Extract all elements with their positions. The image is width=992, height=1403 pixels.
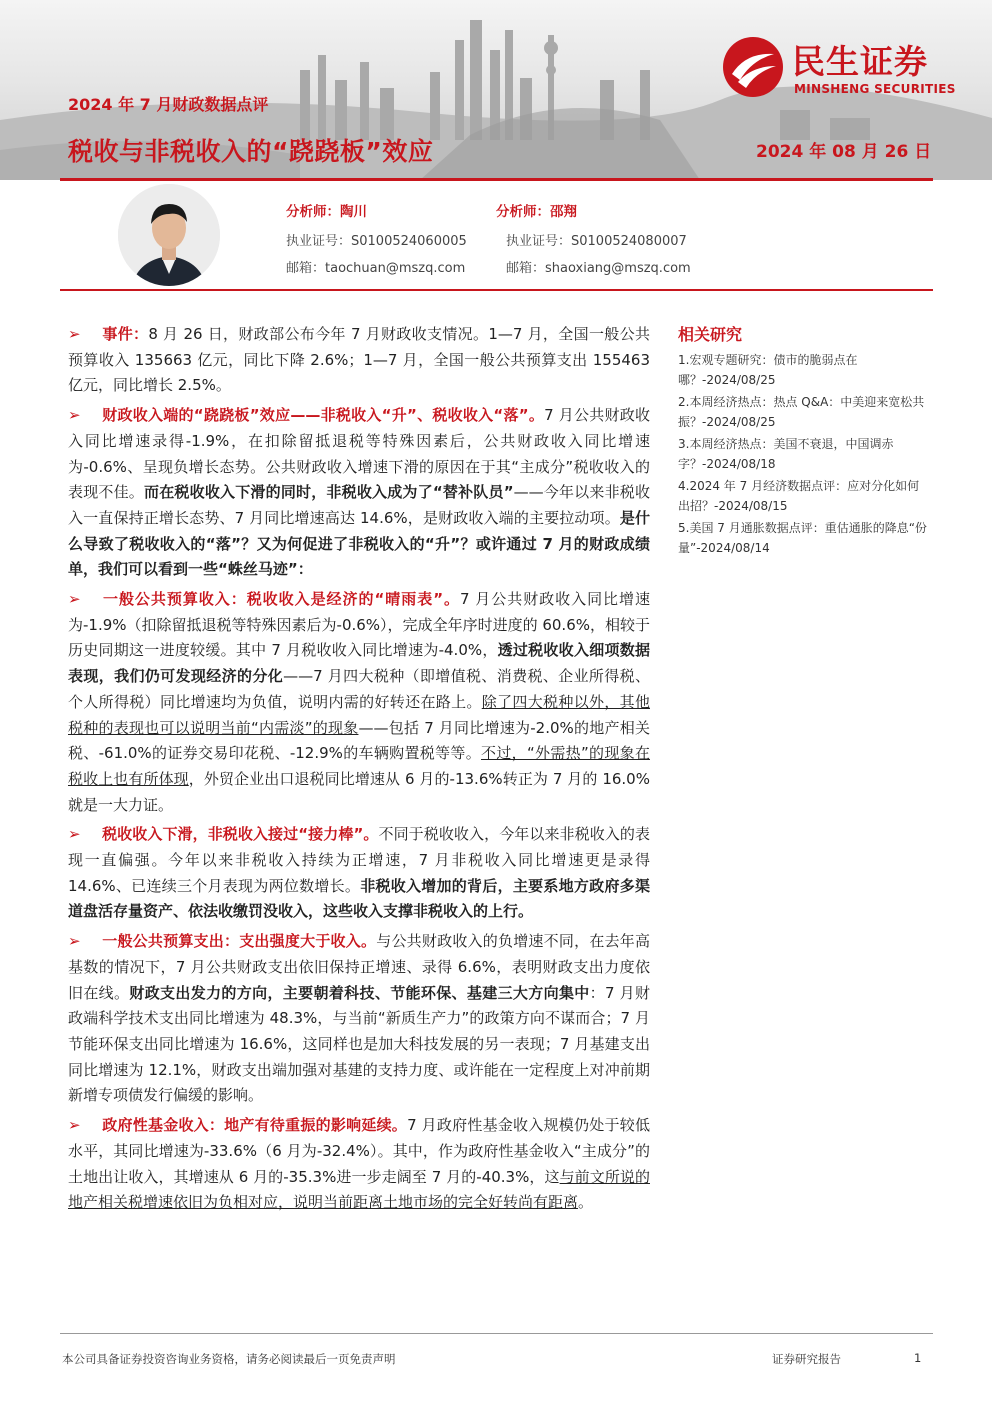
company-logo (722, 36, 962, 102)
bullet-arrow-icon: ➢ (68, 932, 81, 951)
footer-doc-type: 证券研究报告 (772, 1352, 841, 1366)
paragraph-text: ，外贸企业出口退税同比增速从 6 月的-13.6%转正为 7 月的 16.0%就是一大力证。 (68, 769, 650, 814)
related-research-item[interactable]: 3.本周经济热点：美国不衰退，中国调赤字？-2024/08/18 (678, 437, 894, 471)
body-paragraph (68, 929, 650, 1109)
minsheng-logo-icon (722, 36, 784, 98)
bullet-arrow-icon: ➢ (68, 325, 81, 343)
report-title: 税收与非税收入的“跷跷板”效应 (68, 137, 434, 166)
analyst-card-2 (496, 200, 691, 284)
analyst-label: 分析师： (286, 204, 340, 220)
paragraph-heading: 政府性基金收入：地产有待重振的影响延续。 (102, 1116, 408, 1135)
related-research-item[interactable]: 5.美国 7 月通胀数据点评：重估通胀的降息“份量”-2024/08/14 (678, 521, 927, 555)
paragraph-text: 不过，“外需热”的现象在税收上也有所体现 (68, 744, 650, 788)
paragraph-text: ：7 月财政端科学技术支出同比增速为 48.3%，与当前“新质生产力”的政策方向不谋而合；7 月节能环保支出同比增速为 16.6%，这同样也是加大科技发展的另一表现；7 月基建支出同比增速为 12.1%，财政支出端加强对基建的支持力度、或许能在一定程度上对冲前期新增专项债发行偏缓的影响。 (68, 983, 650, 1105)
paragraph-text: 与前文所说的地产相关税增速依旧为负相对应，说明当前距离土地市场的完全好转尚有距离 (68, 1167, 650, 1212)
paragraph-heading: 一般公共预算收入：税收收入是经济的“晴雨表”。 (102, 590, 460, 609)
paragraph-heading: 财政收入端的“跷跷板”效应——非税收入“升”、税收收入“落”。 (102, 406, 545, 425)
paragraph-text: 不同于税收收入，今年以来非税收入的表现一直偏强。今年以来非税收入持续为正增速，7 月非税收入同比增速更是录得 14.6%、已连续三个月表现为两位数增长。 (68, 825, 650, 895)
related-research-item[interactable]: 1.宏观专题研究：债市的脆弱点在哪？-2024/08/25 (678, 353, 858, 387)
paragraph-heading: 一般公共预算支出：支出强度大于收入。 (102, 932, 377, 951)
analyst-email: 邮箱：shaoxiang@mszq.com (506, 261, 691, 276)
paragraph-text: 与公共财政收入的负增速不同，在去年高基数的情况下，7 月公共财政支出依旧保持正增速、录得 6.6%，表明财政支出力度依旧在线。 (68, 932, 650, 1002)
related-research-item[interactable]: 2.本周经济热点：热点 Q&A：中美迎来宽松共振？-2024/08/25 (678, 395, 925, 429)
paragraph-text: 。 (578, 1193, 594, 1212)
body-paragraph (68, 822, 650, 925)
analyst-avatar (118, 184, 220, 286)
bullet-arrow-icon: ➢ (68, 1116, 81, 1135)
analyst-cert: 执业证号：S0100524080007 (506, 234, 687, 249)
paragraph-text: ——今年以来非税收入一直保持正增长态势、7 月同比增速高达 14.6%，是财政收入端的主要拉动项。 (68, 483, 650, 527)
paragraph-text: 财政支出发力的方向，主要朝着科技、节能环保、基建三大方向集中 (129, 983, 590, 1002)
paragraph-text: ——包括 7 月同比增速为-2.0%的地产相关税、-61.0%的证券交易印花税、-12.9%的车辆购置税等等。 (68, 718, 651, 763)
report-series: 2024 年 7 月财政数据点评 (68, 95, 269, 114)
bullet-arrow-icon: ➢ (68, 590, 81, 609)
paragraph-text: ——7 月四大税种（即增值税、消费税、企业所得税、个人所得税）同比增速均为负值，说明内需的好转还在路上。 (68, 667, 650, 711)
body-paragraph (68, 587, 650, 818)
paragraph-heading: 税收收入下滑，非税收入接过“接力棒”。 (102, 825, 379, 844)
bullet-arrow-icon: ➢ (68, 825, 81, 844)
paragraph-text: 7 月公共财政收入同比增速录得-1.9%，在扣除留抵退税等特殊因素后，公共财政收入同比增速为-0.6%、呈现负增长态势。公共财政收入增速下滑的原因在于其“主成分”税收收入的表现不佳。 (68, 406, 650, 502)
analyst-cert: 执业证号：S0100524060005 (286, 234, 467, 249)
paragraph-text: 非税收入增加的背后，主要系地方政府多渠道盘活存量资产、依法收缴罚没收入，这些收入支撑非税收入的上行。 (68, 876, 650, 921)
analyst-name: 陶川 (340, 204, 367, 220)
paragraph-text: 7 月公共财政收入同比增速为-1.9%（扣除留抵退税等特殊因素后为-0.6%），完成全年序时进度的 60.6%，相较于历史同期这一进度较缓。其中 7 月税收收入同比增速为-4.0%， (68, 590, 650, 660)
footer-disclaimer: 本公司具备证券投资咨询业务资格，请务必阅读最后一页免责声明 (62, 1352, 396, 1366)
related-research-title: 相关研究 (678, 325, 743, 344)
paragraph-text: 透过税收收入细项数据表现，我们仍可发现经济的分化 (68, 641, 650, 686)
related-research-item[interactable]: 4.2024 年 7 月经济数据点评：应对分化如何出招？-2024/08/15 (678, 479, 920, 513)
report-body (68, 322, 650, 1220)
paragraph-text: 除了四大税种以外，其他税种的表现也可以说明当前“内需淡”的现象 (68, 692, 650, 737)
logo-text-en: MINSHENG SECURITIES (794, 82, 956, 96)
paragraph-text: 7 月政府性基金收入规模仍处于较低水平，其同比增速为-33.6%（6 月为-32.4%）。其中，作为政府性基金收入“主成分”的土地出让收入，其增速从 6 月的-35.3%进一步走阔至 7 月的-40.3%，这 (68, 1116, 650, 1186)
bullet-arrow-icon: ➢ (68, 406, 81, 425)
logo-text-cn: 民生证券 (792, 42, 928, 81)
header-divider (60, 178, 933, 181)
analyst-name: 邵翔 (550, 204, 577, 220)
analyst-email: 邮箱：taochuan@mszq.com (286, 261, 466, 276)
analyst-card-1 (286, 200, 467, 284)
related-research (678, 322, 930, 561)
body-paragraph (68, 1113, 650, 1216)
page-number: 1 (914, 1351, 922, 1365)
report-date: 2024 年 08 月 26 日 (756, 142, 932, 162)
body-paragraph (68, 403, 650, 583)
paragraph-text: 而在税收收入下滑的同时，非税收入成为了“替补队员” (144, 483, 514, 502)
paragraph-text: 是什么导致了税收收入的“落”？又为何促进了非税收入的“升”？或许通过 7 月的财政成绩单，我们可以看到一些“蛛丝马迹”： (68, 508, 650, 579)
paragraph-heading: 事件： (102, 325, 149, 343)
analyst-label: 分析师： (496, 204, 550, 220)
analyst-divider (60, 289, 933, 291)
footer-divider (60, 1333, 933, 1334)
header-banner (0, 0, 992, 180)
body-paragraph (68, 322, 650, 399)
paragraph-text: 8 月 26 日，财政部公布今年 7 月财政收支情况。1—7 月，全国一般公共预算收入 135663 亿元，同比下降 2.6%；1—7 月，全国一般公共预算支出 155463 亿元，同比增长 2.5%。 (68, 325, 650, 395)
